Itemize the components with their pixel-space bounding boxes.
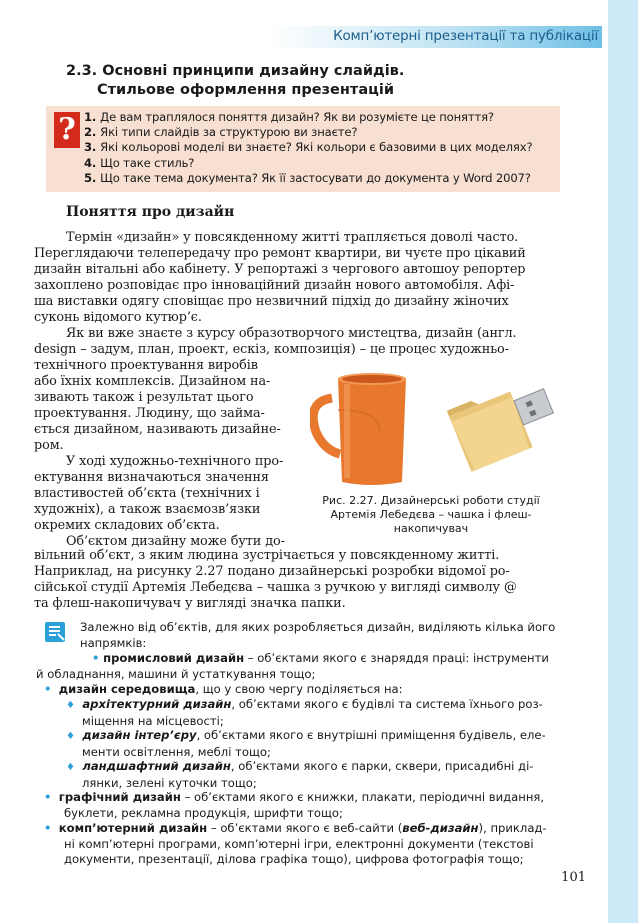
summary-item-industrial: • промисловий дизайн – об’єктами якого є знаряддя праці: інструменти й обладнання, машини й устаткування тощо; [36,651,549,681]
summary-subitem-landscape: ♦ ландшафтний дизайн, об’єктами якого є парки, сквери, присадибні ді- лянки, зелені куточки тощо; [66,759,534,790]
paragraph-3: вільний об’єкт, з яким людина зустрічається у повсякденному житті. Наприклад, на рисунку 2.27 подано дизайнерські розробки відомої ро- сійської студії Артемія Лебедєва – чашка з ручкою у вигляді символу @ та флеш-накопичувач у вигляді значка папки. [34,548,517,611]
summary-item-graphic: • графічний дизайн – об’єктами якого є книжки, плакати, періодичні видання, буклети, рекламна продукція, шрифти тощо; [44,790,545,820]
paragraph-1: Термін «дизайн» у повсякденному житті трапляється доволі часто. Переглядаючи телепередачу про ремонт квартири, ви чуєте про цікавий дизайн вітальні або кабінету. У репортажі з чергового автошоу репортер захоплено розповідає про інноваційний дизайн нового автомобіля. Афі- ша виставки одягу сповіщає про незвичний підхід до дизайну жіночих суконь відомого кутюр’є. Як ви вже знаєте з курсу образотворчого мистецтва, дизайн (англ. design – задум, план, проект, ескіз, композиція) – це процес художньо- [34,230,526,357]
side-tab [608,0,638,923]
summary-subitem-interior: ♦ дизайн інтер’єру, об’єктами якого є внутрішні приміщення будівель, еле- менти освітлення, меблі тощо; [66,728,546,759]
figure-caption: Рис. 2.27. Дизайнерські роботи студії Артемія Лебедєва – чашка і флеш- накопичувач [322,494,540,535]
paragraph-2-narrow: технічного проектування виробів або їхніх комплексів. Дизайном на- зивають також і результат цього проектування. Людину, що займа- ється дизайном, називають дизайне- ром. У ході художньо-технічного про- ектування визначаються значення властивостей об’єкта (технічних і художніх), а також взаємозв’язки окремих складових об’єкта. Об’єктом дизайну може бути до- [34,358,285,549]
summary-item-environment: • дизайн середовища, що у свою чергу поділяється на: [44,682,403,696]
summary-intro: Залежно від об’єктів, для яких розробляється дизайн, виділяють кілька його напрямків: [80,620,556,650]
question-item: 1. Де вам траплялося поняття дизайн? Як ви розумієте це поняття? [84,110,494,124]
question-item: 4. Що таке стиль? [84,155,195,170]
page-number: 101 [561,870,586,885]
question-mark-icon: ? [54,112,80,148]
summary-item-computer: • комп’ютерний дизайн – об’єктами якого є веб-сайти (веб-дизайн), приклад- ні комп’ютерні програми, комп’ютерні ігри, електронні документи (текстові документи, презентації, ділова графіка тощо), цифрова фотографія тощо; [44,821,547,867]
subheading: Поняття про дизайн [66,204,235,220]
flash-drive-image [447,374,560,472]
running-header: Комп’ютерні презентації та публікації [333,28,598,44]
section-title-line1: 2.3. Основні принципи дизайну слайдів. [66,63,405,79]
question-item: 2. Які типи слайдів за структурою ви знаєте? [84,125,358,140]
figure-illustrations [310,370,560,490]
questions-list [84,110,564,186]
mug-image [313,373,406,485]
summary-subitem-architecture: ♦ архітектурний дизайн, об’єктами якого є будівлі та система їхнього роз- міщення на місцевості; [66,697,543,728]
question-item: 3. Які кольорові моделі ви знаєте? Які кольори є базовими в цих моделях? [84,140,533,155]
section-title-line2: Стильове оформлення презентацій [97,82,394,98]
question-item: 5. Що таке тема документа? Як її застосувати до документа у Word 2007? [84,170,531,185]
summary-icon [44,620,68,644]
section-title [66,62,404,100]
